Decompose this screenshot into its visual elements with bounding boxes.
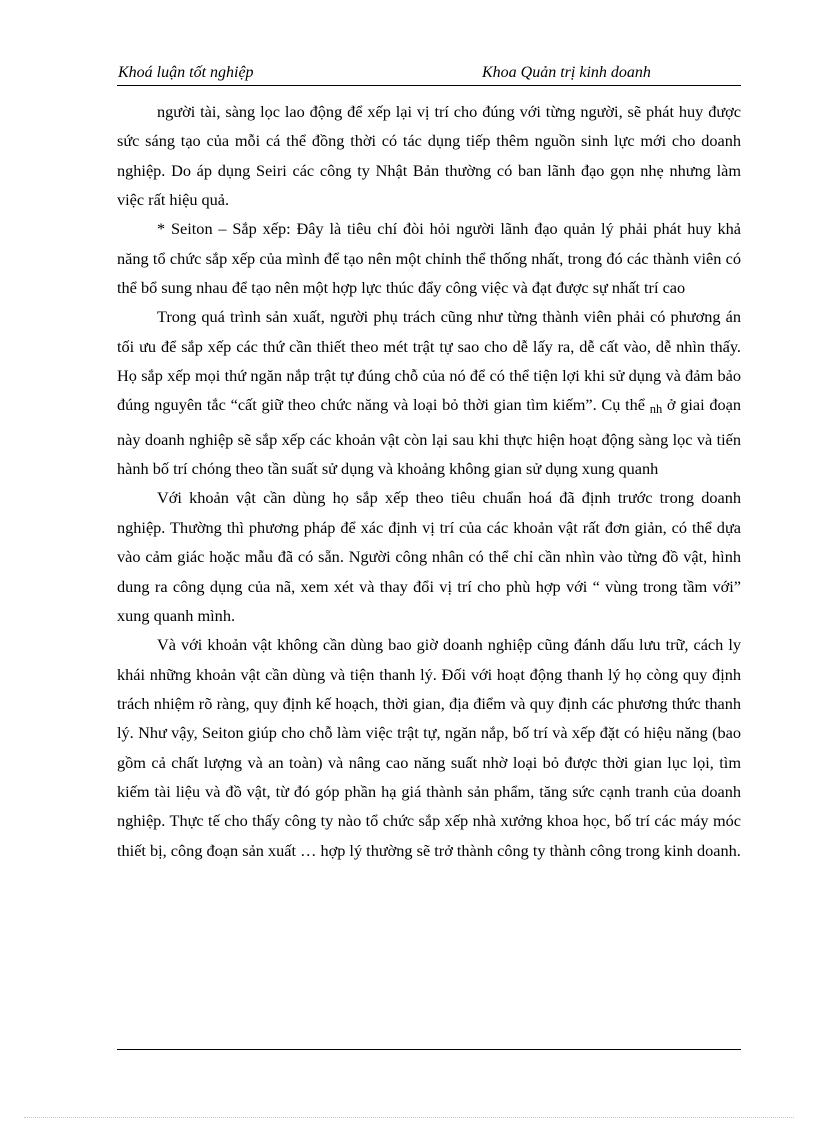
footer-divider [117,1049,741,1050]
header-faculty-name: Khoa Quản trị kinh doanh [482,64,651,81]
paragraph-production-arrangement-part1: Trong quá trình sản xuất, người phụ trách cũng như từng thành viên phải có phương án tối ưu để sắp xếp các thứ cần thiết theo mét trật tự sao cho dễ lấy ra, dễ cất vào, dễ nhìn thấy. Họ sắp xếp mọi thứ ngăn nắp trật tự đúng chỗ của nó để có thể tiện lợi khi sử dụng và đảm bảo đúng nguyên tắc “cất giữ theo chức năng và loại bỏ thời gian tìm kiếm”. Cụ thể [117,307,741,415]
page-header [117,63,741,86]
header-thesis-title: Khoá luận tốt nghiệp [118,64,254,81]
paragraph-needed-items: Với khoản vật cần dùng họ sắp xếp theo tiêu chuẩn hoá đã định trước trong doanh nghiệp. Thường thì phương pháp để xác định vị trí của các khoản vật rất đơn giản, có thể dựa vào cảm giác hoặc mẫu đã có sẵn. Người công nhân có thể chỉ cần nhìn vào từng đồ vật, hình dung ra công dụng của nã, xem xét và thay đổi vị trí cho phù hợp với “ vùng trong tầm với” xung quanh mình. [117,488,741,625]
paragraph-unneeded-items: Và với khoản vật không cần dùng bao giờ doanh nghiệp cũng đánh dấu lưu trữ, cách ly khái những khoản vật cần dùng và tiện thanh lý. Đối với hoạt động thanh lý họ còng quy định trách nhiệm rõ ràng, quy định kế hoạch, thời gian, địa điểm và quy định các phương thức thanh lý. Như vậy, Seiton giúp cho chỗ làm việc trật tự, ngăn nắp, bố trí và xếp đặt có hiệu năng (bao gồm cả chất lượng và an toàn) và nâng cao năng suất nhờ loại bỏ được thời gian lục lọi, tìm kiếm tài liệu và đồ vật, từ đó góp phần hạ giá thành sản phẩm, tăng sức cạnh tranh của doanh nghiệp. Thực tế cho thấy công ty nào tổ chức sắp xếp nhà xưởng khoa học, bố trí các máy móc thiết bị, công đoạn sản xuất … hợp lý thường sẽ trở thành công ty thành công trong kinh doanh. [117,635,741,860]
paragraph-seiton-definition: * Seiton – Sắp xếp: Đây là tiêu chí đòi hỏi người lãnh đạo quản lý phải phát huy khả năng tổ chức sắp xếp của mình để tạo nên một chỉnh thể thống nhất, trong đó các thành viên có thể bổ sung nhau để tạo nên một hợp lực thúc đẩy công việc và đạt được sự nhất trí cao [117,219,741,298]
paragraph-seiri-conclusion: người tài, sàng lọc lao động để xếp lại vị trí cho đúng với từng người, sẽ phát huy được sức sáng tạo của mỗi cá thể đồng thời có tác dụng tiếp thêm nguồn sinh lực mới cho doanh nghiệp. Do áp dụng Seiri các công ty Nhật Bản thường có ban lãnh đạo gọn nhẹ nhưng làm việc rất hiệu quả. [117,102,741,210]
body-text [117,97,741,865]
paragraph-production-arrangement [117,302,741,483]
page-bottom-border [24,1117,794,1118]
paragraph-production-arrangement-part2: ở giai đoạn này doanh nghiệp sẽ sắp xếp các khoản vật còn lại sau khi thực hiện hoạt động sàng lọc và tiến hành bố trí chóng theo tần suất sử dụng và khoảng không gian sử dụng xung quanh [117,395,741,479]
text-fragment-nh: nh [649,402,663,417]
